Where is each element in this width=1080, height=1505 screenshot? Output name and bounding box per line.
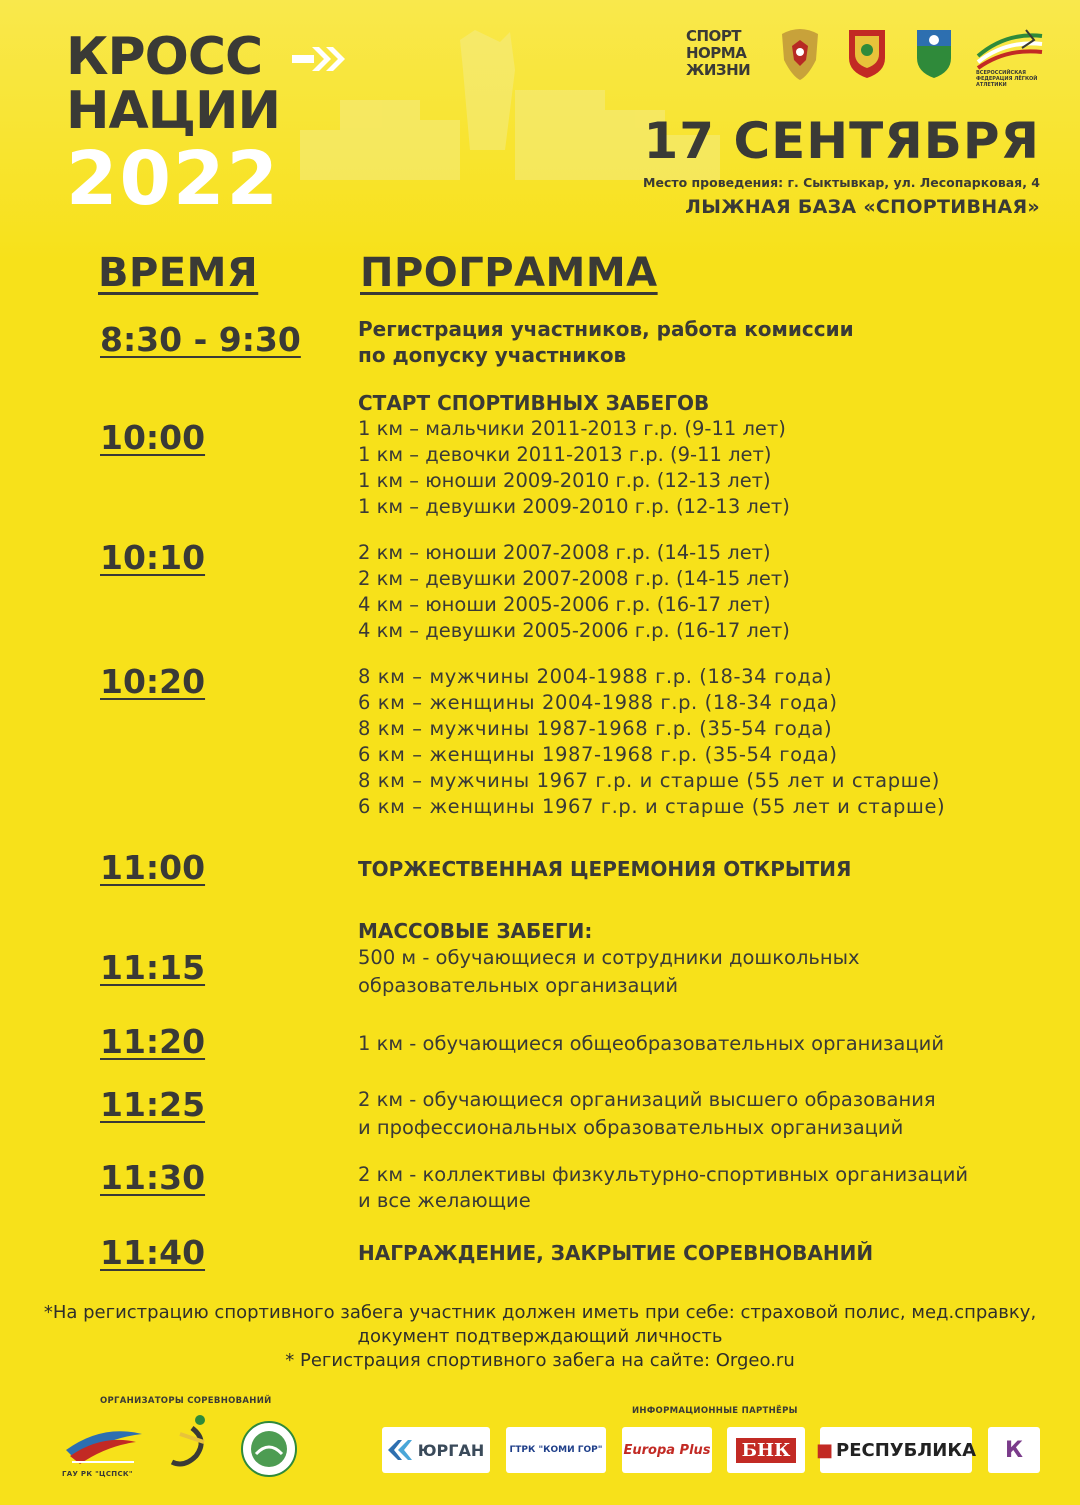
sport-norma-logo [686, 28, 750, 79]
top-partner-logos [686, 26, 1046, 88]
partner-name: ЮРГАН [417, 1440, 485, 1460]
schedule-time: 11:20 [100, 1022, 206, 1061]
program-line: образовательных организаций [358, 974, 679, 997]
sport-norma-line: НОРМА [686, 44, 747, 62]
program-line: 8 км – мужчины 2004-1988 г.р. (18-34 года) [358, 665, 833, 688]
schedule-time: 11:25 [100, 1085, 206, 1124]
komi-republic-emblem-icon [846, 26, 888, 80]
sport-norma-line: СПОРТ [686, 27, 742, 45]
schedule-program [358, 316, 1038, 368]
schedule-program [358, 856, 1038, 882]
partner-name: ГТРК "КОМИ ГОР" [509, 1445, 603, 1455]
schedule-time: 11:15 [100, 948, 206, 987]
schedule-time: 8:30 - 9:30 [100, 320, 301, 359]
program-line: 2 км - обучающиеся организаций высшего образования [358, 1088, 936, 1111]
program-heading: МАССОВЫЕ ЗАБЕГИ: [358, 919, 593, 943]
program-line: 2 км - коллективы физкультурно-спортивных организаций [358, 1163, 969, 1186]
schedule-time: 11:30 [100, 1158, 206, 1197]
info-partners-label: ИНФОРМАЦИОННЫЕ ПАРТНЁРЫ [632, 1406, 798, 1416]
program-heading: по допуску участников [358, 343, 627, 367]
program-line: и все желающие [358, 1189, 531, 1212]
time-column-header: ВРЕМЯ [98, 250, 259, 296]
schedule-program [358, 540, 1038, 644]
program-line: 6 км – женщины 1987-1968 г.р. (35-54 года) [358, 743, 838, 766]
program-line: 2 км – юноши 2007-2008 г.р. (14-15 лет) [358, 541, 771, 564]
star-icon: ■ [815, 1439, 833, 1461]
registration-note: *На регистрацию спортивного забега участник должен иметь при себе: страховой полис, мед.справку, [43, 1302, 1037, 1323]
schedule-time: 10:20 [100, 662, 206, 701]
program-line: 2 км – девушки 2007-2008 г.р. (14-15 лет) [358, 567, 790, 590]
registration-site-note: * Регистрация спортивного забега на сайте: Orgeo.ru [285, 1350, 795, 1371]
schedule-time: 11:40 [100, 1233, 206, 1272]
partner-logo-k [988, 1427, 1040, 1473]
program-heading: СТАРТ СПОРТИВНЫХ ЗАБЕГОВ [358, 391, 710, 415]
program-line: 6 км – женщины 2004-1988 г.р. (18-34 года) [358, 691, 838, 714]
schedule-program [358, 1240, 1038, 1266]
program-line: 4 км – юноши 2005-2006 г.р. (16-17 лет) [358, 593, 771, 616]
program-line: 4 км – девушки 2005-2006 г.р. (16-17 лет) [358, 619, 790, 642]
program-line: 6 км – женщины 1967 г.р. и старше (55 лет и старше) [358, 795, 946, 818]
partner-logo-yurgan [382, 1427, 490, 1473]
cross-nation-logo [66, 27, 326, 222]
program-line: 1 км – мальчики 2011-2013 г.р. (9-11 лет) [358, 417, 786, 440]
program-line: 1 км - обучающиеся общеобразовательных организаций [358, 1032, 944, 1055]
program-line: 1 км – девушки 2009-2010 г.р. (12-13 лет) [358, 495, 790, 518]
syktyvkar-emblem-icon [914, 26, 954, 80]
partner-logo-gtrk-komi-gor [506, 1427, 606, 1473]
schedule-program [358, 664, 1038, 820]
registration-note-continued: документ подтверждающий личность [357, 1326, 723, 1347]
schedule-program [358, 1030, 1038, 1058]
program-line: 1 км – юноши 2009-2010 г.р. (12-13 лет) [358, 469, 771, 492]
schedule-time: 10:00 [100, 418, 206, 457]
program-line: 1 км – девочки 2011-2013 г.р. (9-11 лет) [358, 443, 772, 466]
program-heading: НАГРАЖДЕНИЕ, ЗАКРЫТИЕ СОРЕВНОВАНИЙ [358, 1241, 874, 1265]
arrow-icon [292, 44, 356, 74]
partner-logo-europa-plus [622, 1427, 712, 1473]
program-heading: Регистрация участников, работа комиссии [358, 317, 854, 341]
program-line: 8 км – мужчины 1987-1968 г.р. (35-54 года) [358, 717, 833, 740]
federation-caption: ВСЕРОССИЙСКАЯ ФЕДЕРАЦИЯ ЛЁГКОЙ АТЛЕТИКИ [976, 70, 1038, 88]
city-administration-seal-icon [240, 1420, 298, 1478]
program-heading: ТОРЖЕСТВЕННАЯ ЦЕРЕМОНИЯ ОТКРЫТИЯ [358, 857, 852, 881]
venue-name: ЛЫЖНАЯ БАЗА «СПОРТИВНАЯ» [685, 196, 1040, 218]
logo-year: 2022 [66, 136, 280, 222]
schedule-time: 11:00 [100, 848, 206, 887]
schedule-program [358, 390, 1038, 520]
logo-word-nation: НАЦИИ [66, 81, 281, 141]
program-line: 500 м - обучающиеся и сотрудники дошкольных [358, 946, 860, 969]
partner-name: К [1005, 1437, 1023, 1463]
partner-name: БНК [736, 1438, 797, 1463]
program-line: 8 км – мужчины 1967 г.р. и старше (55 лет и старше) [358, 769, 940, 792]
partner-name: РЕСПУБЛИКА [836, 1439, 977, 1461]
organizers-label: ОРГАНИЗАТОРЫ СОРЕВНОВАНИЙ [100, 1396, 272, 1406]
gau-rk-caption: ГАУ РК "ЦСПСК" [62, 1470, 133, 1478]
program-line: и профессиональных образовательных организаций [358, 1116, 904, 1139]
russia-coat-of-arms-icon [778, 26, 822, 82]
sport-department-logo-icon [160, 1412, 224, 1482]
event-date: 17 СЕНТЯБРЯ [643, 112, 1040, 170]
schedule-program [358, 1086, 1038, 1142]
schedule-program [358, 918, 1038, 1000]
schedule-program [358, 1162, 1038, 1214]
gau-rk-cspsk-logo-icon [62, 1420, 146, 1476]
logo-word-cross: КРОСС [66, 27, 263, 87]
yurgan-arrow-icon [388, 1440, 414, 1460]
program-column-header: ПРОГРАММА [360, 250, 658, 296]
partner-logo-bnk [727, 1427, 805, 1473]
sport-norma-line: ЖИЗНИ [686, 61, 751, 79]
venue-address: Место проведения: г. Сыктывкар, ул. Лесопарковая, 4 [643, 175, 1040, 190]
schedule-time: 10:10 [100, 538, 206, 577]
partner-name: Europa Plus [623, 1442, 711, 1458]
partner-logo-respublika [815, 1427, 977, 1473]
